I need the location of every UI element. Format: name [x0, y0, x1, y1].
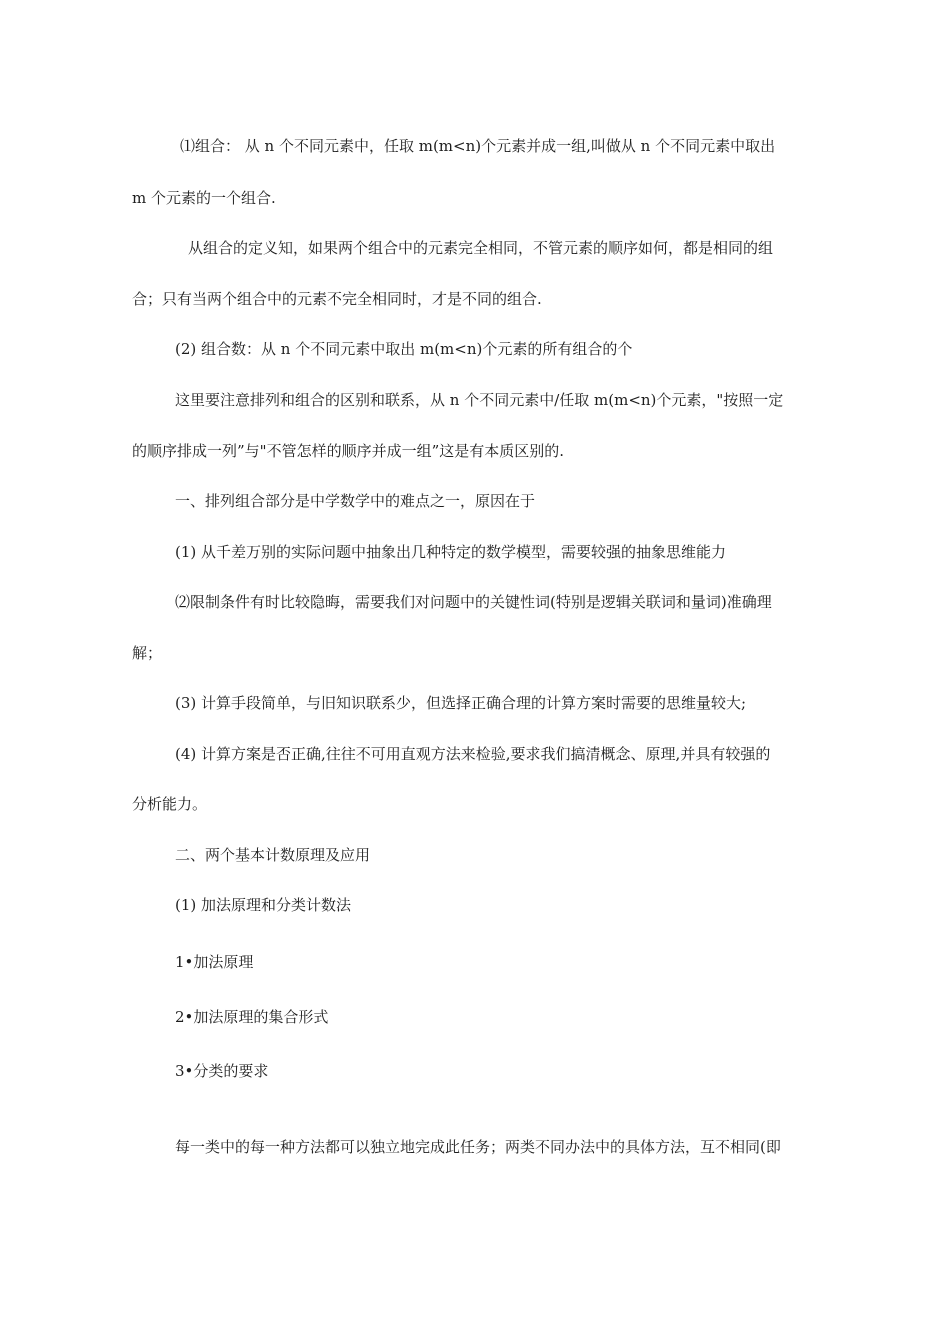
list-item-2: 2•加法原理的集合形式: [175, 1008, 329, 1026]
difficulty-item-4-line-1: (4) 计算方案是否正确,往往不可用直观方法来检验,要求我们搞清概念、原理,并具有较强的: [175, 745, 771, 763]
difficulty-item-2-line-1: ⑵限制条件有时比较隐晦，需要我们对问题中的关键性词(特别是逻辑关联词和量词)准确理: [175, 593, 772, 611]
addition-principle-heading: (1) 加法原理和分类计数法: [175, 896, 352, 914]
distinction-note-line-1: 这里要注意排列和组合的区别和联系，从 n 个不同元素中/任取 m(m<n)个元素，"按照一定: [175, 391, 784, 409]
classification-requirement-text: 每一类中的每一种方法都可以独立地完成此任务；两类不同办法中的具体方法，互不相同(即: [175, 1138, 781, 1156]
section-one-heading: 一、排列组合部分是中学数学中的难点之一，原因在于: [175, 492, 536, 510]
section-two-heading: 二、两个基本计数原理及应用: [175, 846, 371, 864]
combination-note-line-1: 从组合的定义知，如果两个组合中的元素完全相同，不管元素的顺序如何，都是相同的组: [188, 239, 774, 257]
distinction-note-line-2: 的顺序排成一列”与"不管怎样的顺序并成一组”这是有本质区别的.: [132, 442, 565, 460]
list-item-3: 3•分类的要求: [175, 1062, 269, 1080]
combination-note-line-2: 合；只有当两个组合中的元素不完全相同时，才是不同的组合.: [132, 290, 542, 308]
difficulty-item-1: (1) 从千差万别的实际问题中抽象出几种特定的数学模型，需要较强的抽象思维能力: [175, 543, 727, 561]
combination-definition-line-1: ⑴组合： 从 n 个不同元素中，任取 m(m<n)个元素并成一组,叫做从 n 个不同元素中取出: [180, 137, 776, 155]
difficulty-item-4-line-2: 分析能力。: [132, 795, 208, 813]
combination-number-definition: (2) 组合数：从 n 个不同元素中取出 m(m<n)个元素的所有组合的个: [175, 340, 633, 358]
list-item-1: 1•加法原理: [175, 953, 254, 971]
combination-definition-line-2: m 个元素的一个组合.: [132, 189, 276, 207]
difficulty-item-3: (3) 计算手段简单，与旧知识联系少，但选择正确合理的计算方案时需要的思维量较大;: [175, 694, 747, 712]
difficulty-item-2-line-2: 解；: [132, 644, 163, 662]
